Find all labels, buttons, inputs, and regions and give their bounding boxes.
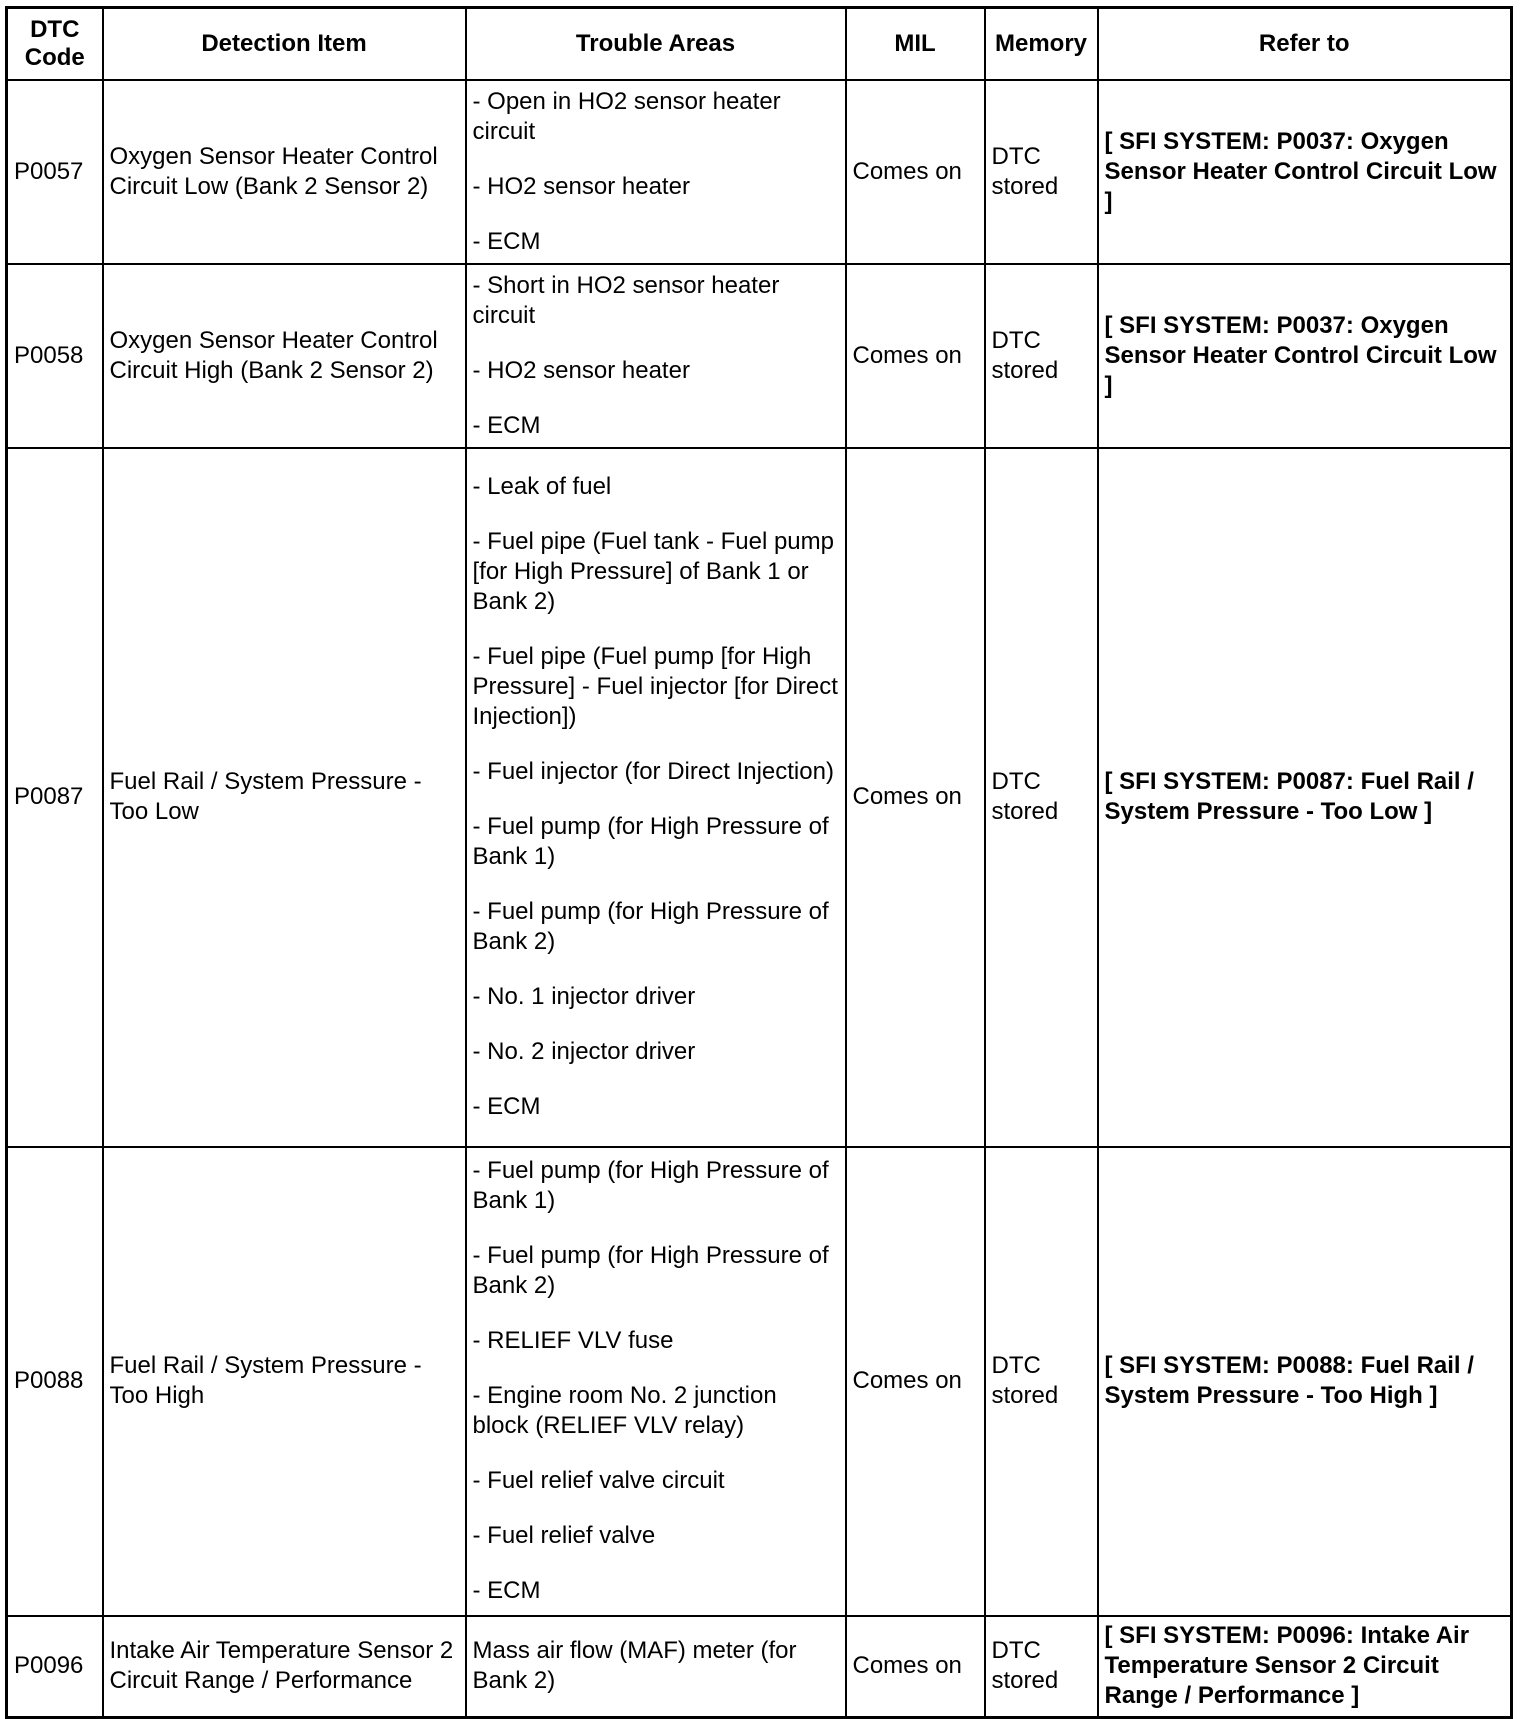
dtc-table bbox=[5, 6, 1513, 1719]
trouble-area-item: - RELIEF VLV fuse bbox=[472, 1327, 674, 1354]
memory-cell: DTC stored bbox=[985, 80, 1098, 264]
trouble-area-item: - ECM bbox=[472, 227, 541, 255]
trouble-areas-cell bbox=[466, 1616, 846, 1718]
memory-cell: DTC stored bbox=[985, 1616, 1098, 1718]
trouble-area-item: - ECM bbox=[472, 1093, 541, 1120]
trouble-area-item: - Engine room No. 2 junction block (RELIEF VLV relay) bbox=[472, 1382, 777, 1439]
header-memory: Memory bbox=[985, 8, 1098, 80]
memory-cell: DTC stored bbox=[985, 264, 1098, 448]
refer-to-link[interactable]: [ SFI SYSTEM: P0096: Intake Air Temperature Sensor 2 Circuit Range / Performance ] bbox=[1098, 1616, 1512, 1718]
header-mil: MIL bbox=[846, 8, 985, 80]
header-refer-to: Refer to bbox=[1098, 8, 1512, 80]
mil-cell: Comes on bbox=[846, 80, 985, 264]
trouble-area-item: - No. 2 injector driver bbox=[472, 1038, 696, 1065]
trouble-area-item: - Fuel pipe (Fuel pump [for High Pressure] - Fuel injector [for Direct Injection]) bbox=[472, 643, 838, 730]
memory-cell: DTC stored bbox=[985, 1147, 1098, 1616]
dtc-table-container bbox=[5, 6, 1513, 1719]
trouble-area-item: - Fuel pump (for High Pressure of Bank 2) bbox=[472, 1242, 829, 1299]
trouble-area-item: - Fuel relief valve bbox=[472, 1522, 656, 1549]
trouble-area-item: - Fuel pipe (Fuel tank - Fuel pump [for High Pressure] of Bank 1 or Bank 2) bbox=[472, 528, 834, 615]
table-row bbox=[7, 1616, 1512, 1718]
trouble-area-item: - HO2 sensor heater bbox=[472, 356, 690, 384]
table-row bbox=[7, 264, 1512, 448]
trouble-area-item: - Open in HO2 sensor heater circuit bbox=[472, 87, 781, 145]
trouble-area-item: - No. 1 injector driver bbox=[472, 983, 696, 1010]
trouble-areas-cell bbox=[466, 448, 846, 1147]
trouble-area-item: - Fuel pump (for High Pressure of Bank 1) bbox=[472, 813, 829, 870]
trouble-area-item: - Fuel pump (for High Pressure of Bank 2) bbox=[472, 898, 829, 955]
table-row bbox=[7, 80, 1512, 264]
trouble-areas-cell bbox=[466, 264, 846, 448]
mil-cell: Comes on bbox=[846, 1616, 985, 1718]
dtc-code-cell: P0058 bbox=[7, 264, 103, 448]
detection-item-cell: Fuel Rail / System Pressure - Too Low bbox=[103, 448, 466, 1147]
header-trouble-areas: Trouble Areas bbox=[466, 8, 846, 80]
trouble-area-item: - Fuel injector (for Direct Injection) bbox=[472, 758, 834, 785]
trouble-areas-cell bbox=[466, 80, 846, 264]
trouble-area-item: - HO2 sensor heater bbox=[472, 172, 690, 200]
trouble-area-item: Mass air flow (MAF) meter (for Bank 2) bbox=[472, 1637, 797, 1695]
dtc-code-cell: P0088 bbox=[7, 1147, 103, 1616]
mil-cell: Comes on bbox=[846, 448, 985, 1147]
detection-item-cell: Intake Air Temperature Sensor 2 Circuit Range / Performance bbox=[103, 1616, 466, 1718]
dtc-code-cell: P0087 bbox=[7, 448, 103, 1147]
trouble-area-item: - ECM bbox=[472, 1577, 541, 1604]
dtc-code-cell: P0096 bbox=[7, 1616, 103, 1718]
memory-cell: DTC stored bbox=[985, 448, 1098, 1147]
header-dtc-code bbox=[7, 8, 103, 80]
dtc-code-cell: P0057 bbox=[7, 80, 103, 264]
trouble-area-item: - Leak of fuel bbox=[472, 473, 612, 500]
header-detection-item: Detection Item bbox=[103, 8, 466, 80]
header-dtc-line2: Code bbox=[24, 43, 85, 71]
trouble-area-item: - ECM bbox=[472, 411, 541, 439]
trouble-area-item: - Short in HO2 sensor heater circuit bbox=[472, 271, 780, 329]
trouble-area-item: - Fuel pump (for High Pressure of Bank 1) bbox=[472, 1157, 829, 1214]
table-row bbox=[7, 1147, 1512, 1616]
detection-item-cell: Fuel Rail / System Pressure - Too High bbox=[103, 1147, 466, 1616]
trouble-area-item: - Fuel relief valve circuit bbox=[472, 1467, 725, 1494]
mil-cell: Comes on bbox=[846, 1147, 985, 1616]
refer-to-link[interactable]: [ SFI SYSTEM: P0037: Oxygen Sensor Heater Control Circuit Low ] bbox=[1098, 80, 1512, 264]
refer-to-link[interactable]: [ SFI SYSTEM: P0088: Fuel Rail / System Pressure - Too High ] bbox=[1098, 1147, 1512, 1616]
refer-to-link[interactable]: [ SFI SYSTEM: P0087: Fuel Rail / System Pressure - Too Low ] bbox=[1098, 448, 1512, 1147]
table-row bbox=[7, 448, 1512, 1147]
trouble-areas-cell bbox=[466, 1147, 846, 1616]
mil-cell: Comes on bbox=[846, 264, 985, 448]
header-row bbox=[7, 8, 1512, 80]
detection-item-cell: Oxygen Sensor Heater Control Circuit Low (Bank 2 Sensor 2) bbox=[103, 80, 466, 264]
refer-to-link[interactable]: [ SFI SYSTEM: P0037: Oxygen Sensor Heater Control Circuit Low ] bbox=[1098, 264, 1512, 448]
header-dtc-line1: DTC bbox=[30, 15, 80, 43]
detection-item-cell: Oxygen Sensor Heater Control Circuit High (Bank 2 Sensor 2) bbox=[103, 264, 466, 448]
